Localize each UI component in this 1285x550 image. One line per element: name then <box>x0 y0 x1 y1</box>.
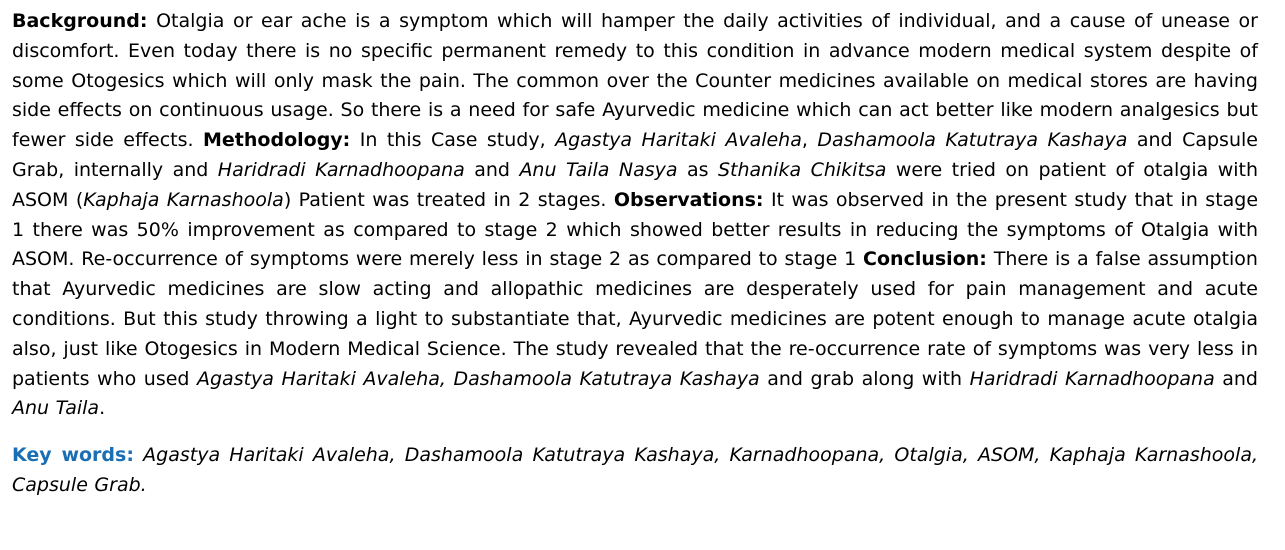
observations-label: Observations: <box>613 188 764 211</box>
methodology-text: and <box>474 158 510 181</box>
background-text: Otalgia or ear ache is a symptom which will hamper the daily activities of individual, and a cause of unease or discomfort. Even today there is no specific permanent remedy to this condition in advance modern medical system despite of some Otogesics which will only mask the pain. The common over the Counter medicines available on medical stores are having side effects on continuous usage. So there is a need for safe Ayurvedic medicine which can act better like modern analgesics but fewer side effects. <box>12 10 1258 152</box>
conclusion-text: and grab along with <box>767 367 963 390</box>
conclusion-label: Conclusion: <box>863 248 987 271</box>
abstract-block <box>12 7 1258 501</box>
conclusion-text: and <box>1222 367 1258 390</box>
observations-text: It was observed in the present study that in stage 1 there was 50% improvement as compared to stage 2 which showed better results in reducing the symptoms of Otalgia with ASOM. Re-occurrence of symptoms were merely less in stage 2 as compared to stage 1 <box>12 188 1259 271</box>
abstract-paragraph <box>12 7 1258 424</box>
condition-name: Kaphaja Karnashoola <box>83 188 284 211</box>
drug-name: Anu Taila Nasya <box>519 158 678 181</box>
drug-name: Haridradi Karnadhoopana <box>217 158 465 181</box>
conclusion-text: . <box>99 397 106 420</box>
keywords-paragraph <box>12 441 1258 501</box>
keywords-text: Agastya Haritaki Avaleha, Dashamoola Katutraya Kashaya, Karnadhoopana, Otalgia, ASOM, Kaphaja Karnashoola, Capsule Grab. <box>12 444 1258 496</box>
methodology-text: In this Case study, <box>359 129 546 152</box>
background-label: Background: <box>12 10 148 32</box>
drug-name: Agastya Haritaki Avaleha <box>555 129 802 152</box>
conclusion-text: There is a false assumption that Ayurvedic medicines are slow acting and allopathic medicines are desperately used for pain management and acute conditions. But this study throwing a light to substantiate that, Ayurvedic medicines are potent enough to manage acute otalgia also, just like Otogesics in Modern Medical Science. The study revealed that the re-occurrence rate of symptoms was very less in patients who used <box>12 248 1258 390</box>
keywords-label: Key words: <box>12 444 134 467</box>
methodology-label: Methodology: <box>203 129 351 152</box>
drug-name: Haridradi Karnadhoopana <box>969 367 1215 390</box>
methodology-text: as <box>686 158 709 181</box>
treatment-name: Sthanika Chikitsa <box>717 158 887 181</box>
drug-name: Agastya Haritaki Avaleha, Dashamoola Katutraya Kashaya <box>197 367 760 390</box>
methodology-text: and Capsule Grab, internally and <box>12 129 1258 181</box>
methodology-text: were tried on patient of otalgia with ASOM ( <box>12 158 1259 211</box>
drug-name: Anu Taila <box>12 397 100 420</box>
drug-name: Dashamoola Katutraya Kashaya <box>817 129 1128 152</box>
methodology-text: ) Patient was treated in 2 stages. <box>283 188 607 211</box>
methodology-text: , <box>801 129 808 152</box>
